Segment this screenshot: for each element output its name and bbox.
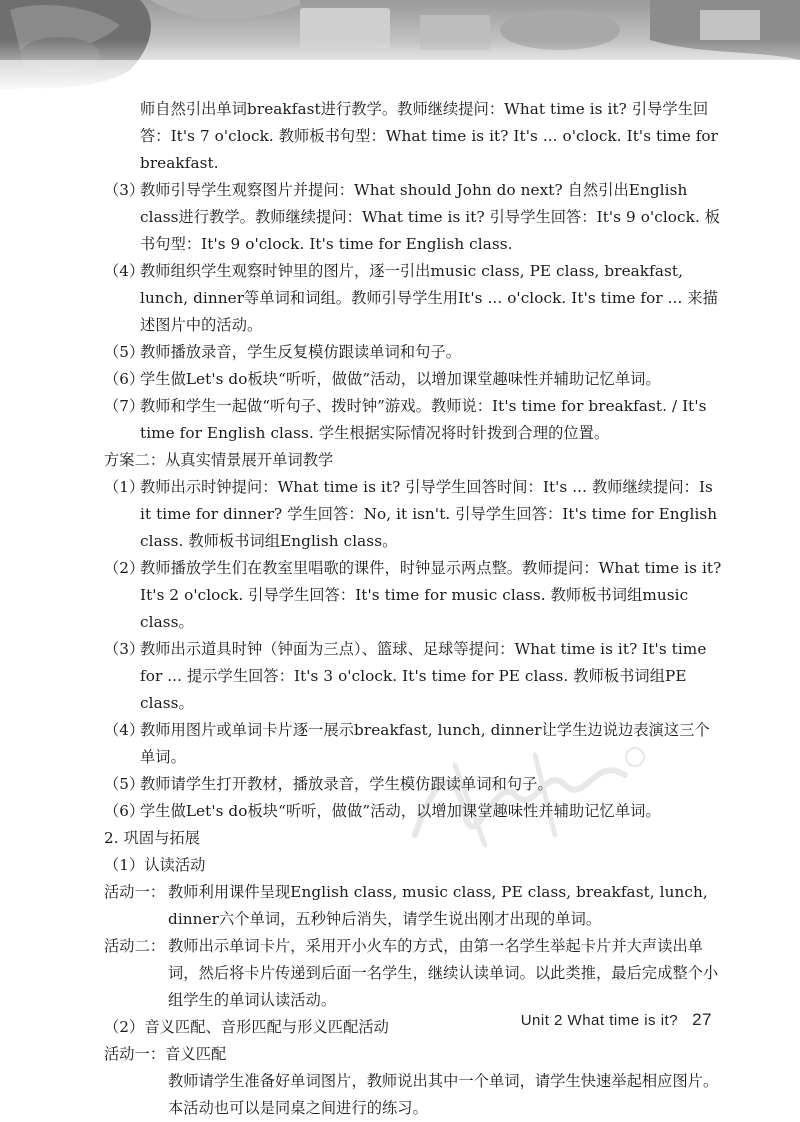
item-number: （7） — [104, 397, 145, 415]
item-text: 教师播放学生们在教室里唱歌的课件，时钟显示两点整。教师提问：What time is it? It's 2 o'clock. 引导学生回答：It's time for music class. 教师板书词组music class。 — [140, 559, 722, 631]
plan2-list — [104, 474, 724, 825]
item-text: 学生做Let's do板块“听听，做做”活动，以增加课堂趣味性并辅助记忆单词。 — [140, 802, 661, 820]
activity-text: 教师请学生准备好单词图片，教师说出其中一个单词，请学生快速举起相应图片。本活动也可以是同桌之间进行的练习。 — [168, 1072, 719, 1117]
page-number: 27 — [692, 1010, 712, 1029]
item-number: （4） — [104, 721, 145, 739]
subsection-title: （2）音义匹配、音形匹配与形义匹配活动 — [104, 1018, 389, 1036]
activity-heading: 活动一：音义匹配 — [104, 1045, 227, 1063]
item-text: 学生做Let's do板块“听听，做做”活动，以增加课堂趣味性并辅助记忆单词。 — [140, 370, 661, 388]
item-number: （6） — [104, 370, 145, 388]
item-text: 教师出示时钟提问：What time is it? 引导学生回答时间：It's ... 教师继续提问：Is it time for dinner? 学生回答：No, it isn't. 引导学生回答：It's time for English class. 教师板书词组English class。 — [140, 478, 718, 550]
header-banner — [0, 0, 800, 95]
plan2-title: 方案二：从真实情景展开单词教学 — [104, 451, 334, 469]
list-item — [104, 258, 724, 339]
subsection-title: （1）认读活动 — [104, 856, 206, 874]
item-text: 教师组织学生观察时钟里的图片，逐一引出music class, PE class, breakfast, lunch, dinner等单词和词组。教师引导学生用It's ... o'clock. It's time for ... 来描述图片中的活动。 — [140, 262, 718, 334]
activity-item — [104, 879, 724, 933]
activity-label: 活动一： — [104, 883, 166, 901]
item-number: （3） — [104, 181, 145, 199]
list-item — [104, 717, 724, 771]
list-item — [104, 636, 724, 717]
item-text: 教师引导学生观察图片并提问：What should John do next? 自然引出English class进行教学。教师继续提问：What time is it? 引导学生回答：It's 9 o'clock. 板书句型：It's 9 o'clock. It's time for English class. — [140, 181, 721, 253]
item-text: 教师请学生打开教材，播放录音，学生模仿跟读单词和句子。 — [140, 775, 553, 793]
activity-label: 活动二： — [104, 937, 166, 955]
item-number: （1） — [104, 478, 145, 496]
item-number: （6） — [104, 802, 145, 820]
continuation-paragraph: 师自然引出单词breakfast进行教学。教师继续提问：What time is it? 引导学生回答：It's 7 o'clock. 教师板书句型：What time is it? It's ... o'clock. It's time for breakfast. — [140, 100, 719, 172]
unit-title: Unit 2 What time is it? — [520, 1012, 679, 1029]
page-footer — [521, 1010, 712, 1030]
activity-item — [104, 933, 724, 1014]
activity-text: 教师出示单词卡片，采用开小火车的方式，由第一名学生举起卡片并大声读出单词，然后将卡片传递到后面一名学生，继续认读单词。以此类推，最后完成整个小组学生的单词认读活动。 — [168, 937, 719, 1009]
item-number: （2） — [104, 559, 145, 577]
list-item — [104, 798, 724, 825]
item-text: 教师用图片或单词卡片逐一展示breakfast, lunch, dinner让学生边说边表演这三个单词。 — [140, 721, 710, 766]
list-item — [104, 366, 724, 393]
item-number: （5） — [104, 775, 145, 793]
list-item — [104, 177, 724, 258]
activity-text: 教师利用课件呈现English class, music class, PE class, breakfast, lunch, dinner六个单词，五秒钟后消失，请学生说出刚才出现的单词。 — [168, 883, 708, 928]
list-item — [104, 393, 724, 447]
list-item — [104, 474, 724, 555]
item-text: 教师播放录音，学生反复模仿跟读单词和句子。 — [140, 343, 462, 361]
item-text: 教师和学生一起做“听句子、拨时钟”游戏。教师说：It's time for breakfast. / It's time for English class. 学生根据实际情况将时针拨到合理的位置。 — [140, 397, 707, 442]
item-number: （5） — [104, 343, 145, 361]
list-item — [104, 555, 724, 636]
section-title: 2. 巩固与拓展 — [104, 829, 201, 847]
item-number: （3） — [104, 640, 145, 658]
list-item — [104, 339, 724, 366]
item-number: （4） — [104, 262, 145, 280]
item-text: 教师出示道具时钟（钟面为三点）、篮球、足球等提问：What time is it? It's time for ... 提示学生回答：It's 3 o'clock. It's time for PE class. 教师板书词组PE class。 — [140, 640, 707, 712]
list-item — [104, 771, 724, 798]
page-body — [104, 96, 724, 1122]
banner-illustration — [0, 0, 800, 95]
plan1-list — [104, 177, 724, 447]
